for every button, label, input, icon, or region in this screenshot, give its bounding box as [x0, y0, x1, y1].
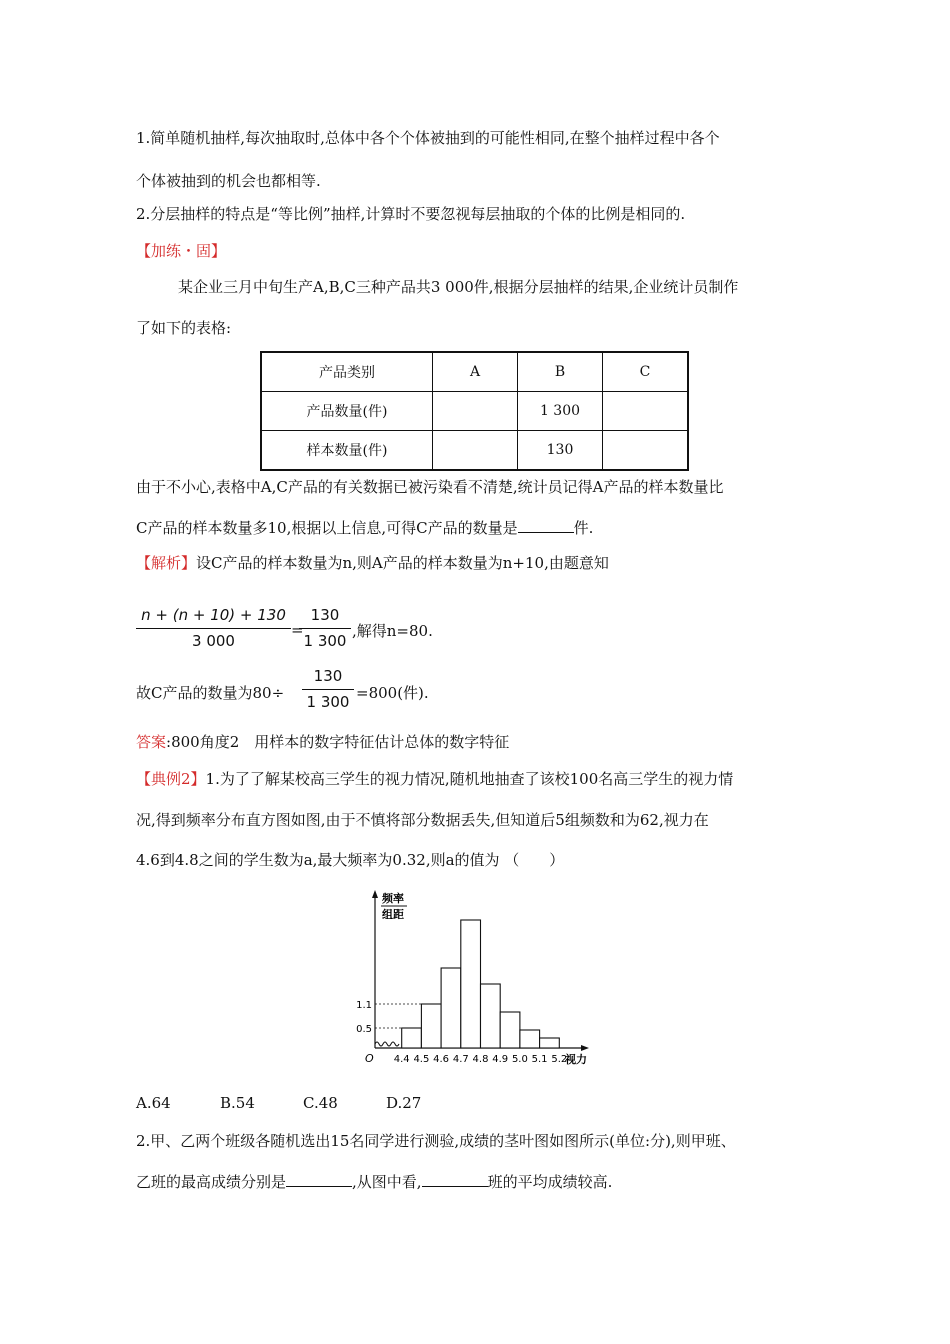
y-label-top: 频率 — [382, 892, 404, 905]
histogram-bar — [500, 1012, 520, 1048]
answer-blank — [518, 517, 574, 533]
equation-rhs-fraction — [299, 606, 351, 650]
table-row — [261, 352, 688, 392]
table-header: 产品类别 — [261, 352, 433, 392]
question-2-line-1: 2.甲、乙两个班级各随机选出15名同学进行测验,成绩的茎叶图如图所示(单位:分),则甲班、 — [136, 1132, 736, 1150]
x-tick-label: 5.2 — [551, 1054, 568, 1065]
x-tick-label: 5.0 — [511, 1054, 528, 1065]
x-axis-arrow — [581, 1045, 589, 1051]
histogram-bar — [481, 984, 501, 1048]
table-header: B — [518, 352, 603, 392]
x-tick-label: 5.1 — [531, 1054, 548, 1065]
fraction-denominator: 1 300 — [303, 632, 347, 650]
table-row — [261, 431, 688, 471]
histogram-chart — [355, 885, 605, 1065]
division-fraction — [302, 667, 354, 711]
histogram-bar — [441, 968, 461, 1048]
practice-line-1: 某企业三月中旬生产A,B,C三种产品共3 000件,根据分层抽样的结果,企业统计员制作 — [178, 278, 739, 296]
histogram-bar — [461, 920, 481, 1048]
note-1-line-2: 个体被抽到的机会也都相等. — [136, 172, 321, 190]
practice-line-2: 了如下的表格: — [136, 319, 232, 337]
histogram-bar — [402, 1028, 422, 1048]
practice-after-text-b: 件. — [573, 519, 594, 537]
answer-blank — [422, 1171, 488, 1187]
equation-tail: ,解得n=80. — [352, 622, 433, 640]
practice-after-line-2 — [136, 517, 593, 538]
practice-tag: 【加练・固】 — [136, 242, 227, 260]
solution-line-1 — [136, 553, 609, 573]
fraction-denominator: 3 000 — [192, 632, 235, 650]
practice-after-line-1: 由于不小心,表格中A,C产品的有关数据已被污染看不清楚,统计员记得A产品的样本数量比 — [136, 478, 724, 496]
table-cell: 1 300 — [518, 392, 603, 431]
answer-text: :800角度2 用样本的数字特征估计总体的数字特征 — [166, 733, 510, 751]
note-1-line-1: 1.简单随机抽样,每次抽取时,总体中各个个体被抽到的可能性相同,在整个抽样过程中各个 — [136, 129, 720, 147]
solution-tag: 【解析】 — [136, 554, 197, 572]
table-row — [261, 392, 688, 431]
solution-text: 设C产品的样本数量为n,则A产品的样本数量为n+10,由题意知 — [196, 554, 609, 572]
question-2-text-a: 乙班的最高成绩分别是 — [136, 1173, 287, 1191]
equation-lhs-fraction — [136, 606, 291, 650]
option-c: C.48 — [303, 1094, 338, 1112]
y-axis-arrow — [372, 890, 378, 898]
question-2-text-b: ,从图中看, — [352, 1173, 422, 1191]
y-tick-label: 0.5 — [356, 1024, 372, 1035]
answer-tag: 答案 — [136, 733, 167, 751]
table-cell — [603, 431, 689, 471]
table-cell — [603, 392, 689, 431]
solution-line-3-result: =800(件). — [356, 684, 429, 702]
x-tick-label: 4.4 — [393, 1054, 410, 1065]
option-b: B.54 — [220, 1094, 255, 1112]
y-tick-label: 1.1 — [356, 1000, 372, 1011]
x-axis-label: 视力 — [565, 1053, 587, 1065]
table-cell: 产品数量(件) — [261, 392, 433, 431]
example-line-1 — [136, 769, 733, 789]
answer-line — [136, 732, 509, 752]
x-tick-label: 4.9 — [492, 1054, 509, 1065]
option-a: A.64 — [136, 1094, 171, 1112]
x-tick-label: 4.6 — [433, 1054, 450, 1065]
option-d: D.27 — [386, 1094, 422, 1112]
table-header: C — [603, 352, 689, 392]
practice-after-text-a: C产品的样本数量多10,根据以上信息,可得C产品的数量是 — [136, 519, 518, 537]
y-label-bottom: 组距 — [382, 908, 404, 921]
example-text: 1.为了了解某校高三学生的视力情况,随机地抽查了该校100名高三学生的视力情 — [205, 770, 734, 788]
fraction-denominator: 1 300 — [306, 693, 350, 711]
equals-sign: = — [291, 621, 304, 639]
histogram-bar — [520, 1030, 540, 1048]
fraction-numerator: n + (n + 10) + 130 — [136, 606, 291, 629]
example-tag: 【典例2】 — [136, 770, 206, 788]
question-2-line-2 — [136, 1171, 612, 1192]
solution-line-3-text: 故C产品的数量为80÷ — [136, 684, 285, 702]
answer-blank — [286, 1171, 352, 1187]
origin-label: O — [365, 1052, 374, 1065]
table-cell — [433, 392, 518, 431]
product-table — [260, 351, 689, 471]
fraction-numerator: 130 — [299, 606, 351, 629]
x-tick-label: 4.8 — [472, 1054, 489, 1065]
table-header: A — [433, 352, 518, 392]
axis-break-mark — [375, 1042, 399, 1046]
histogram-bar — [421, 1004, 441, 1048]
example-line-3: 4.6到4.8之间的学生数为a,最大频率为0.32,则a的值为 （ ） — [136, 851, 565, 869]
question-2-text-c: 班的平均成绩较高. — [487, 1173, 613, 1191]
x-tick-label: 4.7 — [452, 1054, 469, 1065]
note-2: 2.分层抽样的特点是“等比例”抽样,计算时不要忽视每层抽取的个体的比例是相同的. — [136, 205, 686, 223]
example-line-2: 况,得到频率分布直方图如图,由于不慎将部分数据丢失,但知道后5组频数和为62,视力在 — [136, 811, 709, 829]
fraction-numerator: 130 — [302, 667, 354, 690]
table-cell: 样本数量(件) — [261, 431, 433, 471]
histogram-bar — [540, 1038, 560, 1048]
table-cell: 130 — [518, 431, 603, 471]
x-tick-label: 4.5 — [413, 1054, 430, 1065]
table-cell — [433, 431, 518, 471]
